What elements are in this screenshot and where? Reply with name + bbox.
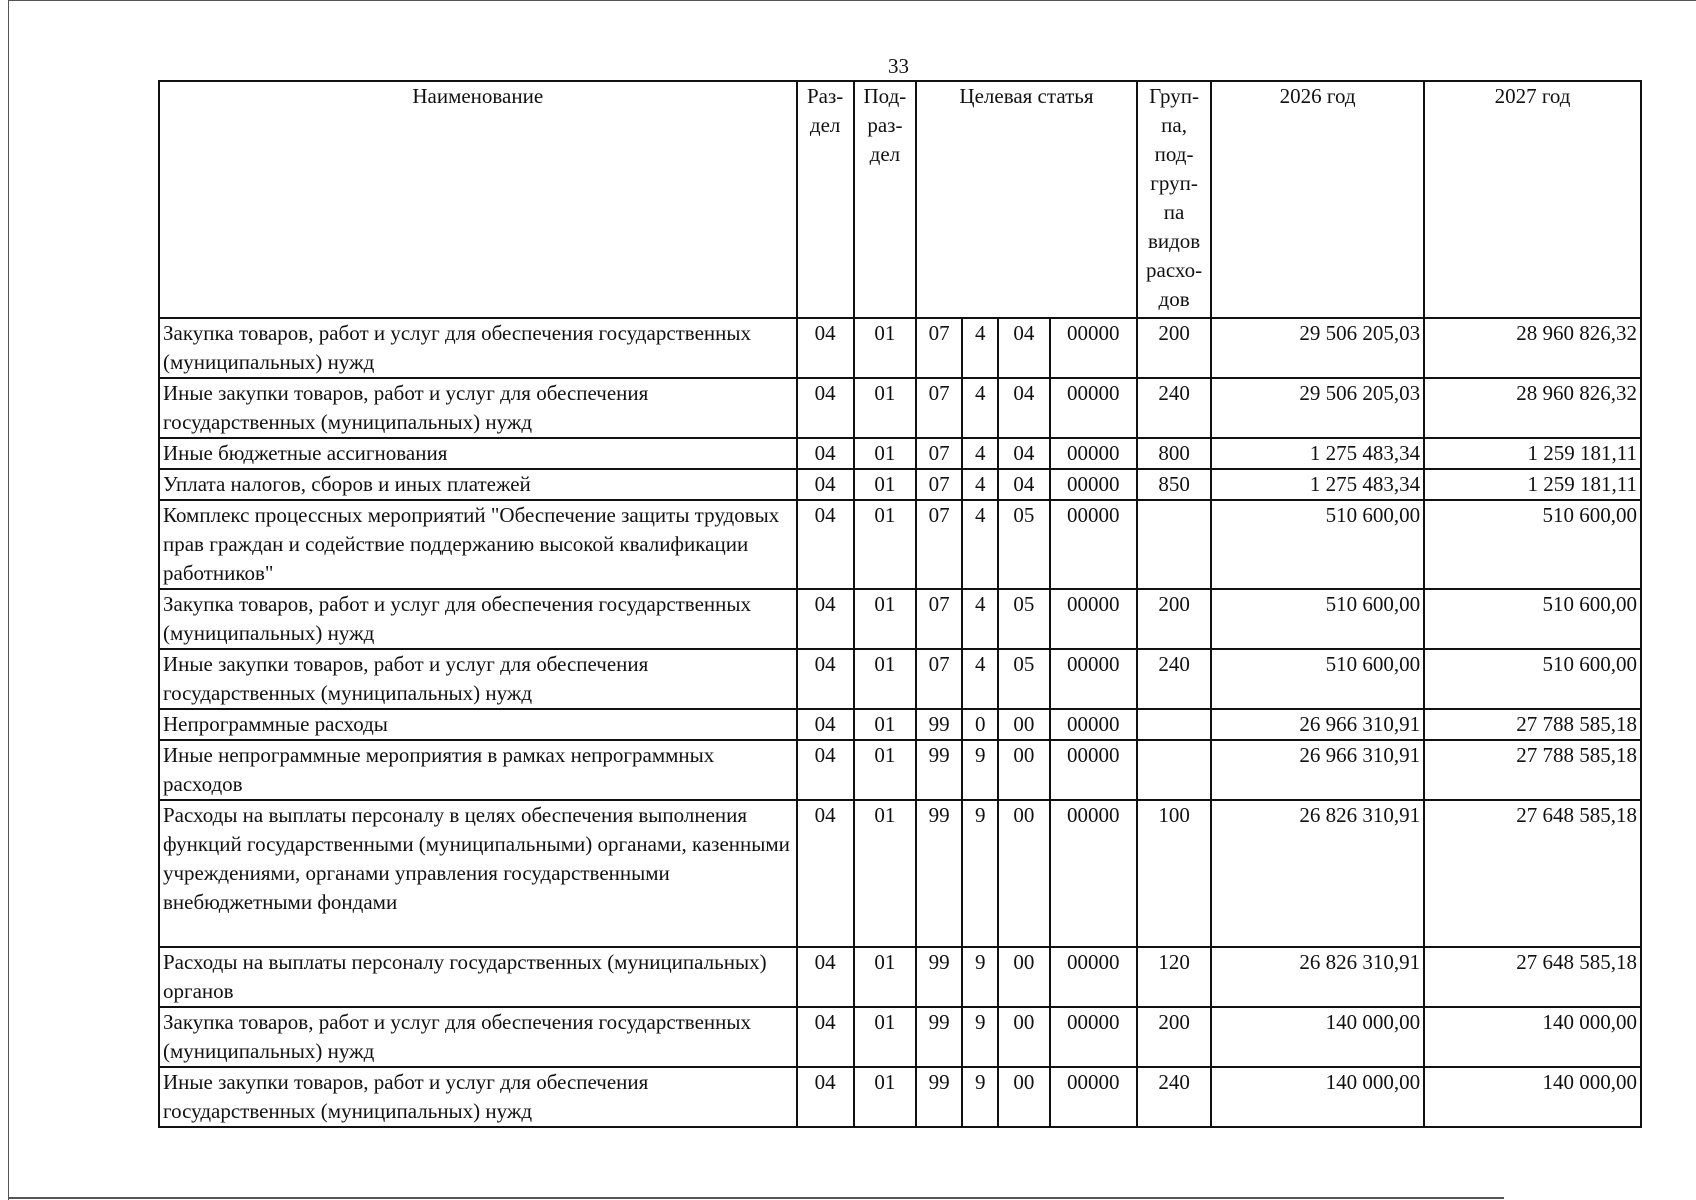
cell-expense-group: 800 [1137,438,1211,469]
cell-podrazdel: 01 [854,500,916,589]
cell-amount-2027: 27 648 585,18 [1424,800,1641,947]
cell-name: Иные закупки товаров, работ и услуг для обеспечения государственных (муниципальных) нужд [159,1067,797,1127]
cell-expense-group: 240 [1137,1067,1211,1127]
cell-expense-group: 850 [1137,469,1211,500]
cell-target-direction: 00000 [1050,469,1137,500]
cell-target-direction: 00000 [1050,649,1137,709]
cell-amount-2027: 1 259 181,11 [1424,438,1641,469]
cell-amount-2026: 140 000,00 [1211,1007,1424,1067]
cell-amount-2027: 1 259 181,11 [1424,469,1641,500]
cell-target-complex: 04 [998,318,1049,378]
cell-target-program: 07 [916,589,962,649]
header-gruppa-vidov-rashodov: Груп- па, под- груп- па видов расхо- дов [1137,81,1211,318]
cell-target-direction: 00000 [1050,1067,1137,1127]
cell-amount-2026: 510 600,00 [1211,589,1424,649]
cell-expense-group: 120 [1137,947,1211,1007]
cell-target-type: 4 [962,318,998,378]
cell-podrazdel: 01 [854,318,916,378]
header-year-2026: 2026 год [1211,81,1424,318]
cell-name: Комплекс процессных мероприятий "Обеспечение защиты трудовых прав граждан и содействие поддержанию высокой квалификации работников" [159,500,797,589]
cell-amount-2026: 26 826 310,91 [1211,947,1424,1007]
cell-amount-2027: 510 600,00 [1424,589,1641,649]
cell-target-program: 07 [916,318,962,378]
cell-amount-2026: 1 275 483,34 [1211,469,1424,500]
cell-razdel: 04 [797,1007,854,1067]
cell-target-type: 4 [962,589,998,649]
cell-amount-2027: 140 000,00 [1424,1067,1641,1127]
cell-target-direction: 00000 [1050,709,1137,740]
cell-target-type: 9 [962,800,998,947]
cell-razdel: 04 [797,438,854,469]
cell-amount-2027: 27 788 585,18 [1424,740,1641,800]
cell-podrazdel: 01 [854,740,916,800]
cell-amount-2026: 140 000,00 [1211,1067,1424,1127]
cell-expense-group: 240 [1137,378,1211,438]
cell-razdel: 04 [797,589,854,649]
cell-podrazdel: 01 [854,1067,916,1127]
cell-razdel: 04 [797,469,854,500]
cell-target-complex: 00 [998,740,1049,800]
cell-razdel: 04 [797,1067,854,1127]
cell-target-type: 0 [962,709,998,740]
table-row [159,589,1641,649]
cell-name: Иные бюджетные ассигнования [159,438,797,469]
cell-target-program: 07 [916,469,962,500]
cell-target-direction: 00000 [1050,947,1137,1007]
cell-amount-2027: 510 600,00 [1424,500,1641,589]
cell-target-complex: 05 [998,589,1049,649]
cell-target-complex: 00 [998,947,1049,1007]
cell-target-direction: 00000 [1050,500,1137,589]
cell-target-type: 4 [962,649,998,709]
cell-target-direction: 00000 [1050,318,1137,378]
cell-target-complex: 04 [998,378,1049,438]
cell-amount-2026: 26 966 310,91 [1211,740,1424,800]
cell-amount-2027: 140 000,00 [1424,1007,1641,1067]
table-row [159,438,1641,469]
cell-target-complex: 04 [998,438,1049,469]
cell-target-program: 99 [916,1067,962,1127]
header-razdel: Раз- дел [797,81,854,318]
cell-target-type: 4 [962,500,998,589]
cell-expense-group [1137,740,1211,800]
cell-podrazdel: 01 [854,589,916,649]
scan-border-top [8,0,1696,1]
header-podrazdel: Под- раз- дел [854,81,916,318]
cell-target-program: 07 [916,378,962,438]
cell-target-program: 07 [916,500,962,589]
cell-target-direction: 00000 [1050,438,1137,469]
cell-amount-2026: 26 966 310,91 [1211,709,1424,740]
cell-name: Закупка товаров, работ и услуг для обеспечения государственных (муниципальных) нужд [159,589,797,649]
cell-expense-group [1137,709,1211,740]
cell-target-complex: 04 [998,469,1049,500]
table-row [159,500,1641,589]
table-body [159,318,1641,1127]
scan-border-bottom [8,1197,1504,1199]
cell-name: Уплата налогов, сборов и иных платежей [159,469,797,500]
cell-expense-group: 240 [1137,649,1211,709]
cell-target-type: 4 [962,438,998,469]
cell-razdel: 04 [797,649,854,709]
cell-razdel: 04 [797,378,854,438]
cell-razdel: 04 [797,318,854,378]
cell-name: Расходы на выплаты персоналу государственных (муниципальных) органов [159,947,797,1007]
cell-expense-group: 200 [1137,589,1211,649]
cell-target-complex: 00 [998,709,1049,740]
table-row [159,800,1641,947]
cell-razdel: 04 [797,709,854,740]
cell-amount-2026: 29 506 205,03 [1211,318,1424,378]
cell-target-direction: 00000 [1050,589,1137,649]
cell-amount-2026: 29 506 205,03 [1211,378,1424,438]
cell-podrazdel: 01 [854,1007,916,1067]
cell-expense-group [1137,500,1211,589]
cell-target-complex: 05 [998,500,1049,589]
cell-target-direction: 00000 [1050,378,1137,438]
cell-target-type: 9 [962,1067,998,1127]
cell-target-program: 99 [916,800,962,947]
cell-razdel: 04 [797,500,854,589]
cell-amount-2027: 27 788 585,18 [1424,709,1641,740]
table-row [159,740,1641,800]
cell-amount-2026: 26 826 310,91 [1211,800,1424,947]
cell-amount-2026: 510 600,00 [1211,500,1424,589]
scan-border-left [8,0,9,1200]
table-row [159,318,1641,378]
cell-target-type: 9 [962,740,998,800]
cell-name: Закупка товаров, работ и услуг для обеспечения государственных (муниципальных) нужд [159,318,797,378]
cell-target-type: 9 [962,1007,998,1067]
cell-name: Иные непрограммные мероприятия в рамках непрограммных расходов [159,740,797,800]
cell-target-complex: 00 [998,1067,1049,1127]
header-year-2027: 2027 год [1424,81,1641,318]
cell-expense-group: 100 [1137,800,1211,947]
cell-name: Непрограммные расходы [159,709,797,740]
table-row [159,947,1641,1007]
cell-name: Закупка товаров, работ и услуг для обеспечения государственных (муниципальных) нужд [159,1007,797,1067]
cell-target-complex: 00 [998,1007,1049,1067]
cell-target-program: 99 [916,740,962,800]
cell-podrazdel: 01 [854,947,916,1007]
cell-podrazdel: 01 [854,800,916,947]
header-name: Наименование [159,81,797,318]
table-row [159,709,1641,740]
cell-target-type: 4 [962,378,998,438]
table-row [159,1007,1641,1067]
table-row [159,469,1641,500]
header-tselevaya-statya: Целевая статья [916,81,1137,318]
cell-target-direction: 00000 [1050,740,1137,800]
cell-target-direction: 00000 [1050,1007,1137,1067]
table-row [159,1067,1641,1127]
cell-amount-2026: 510 600,00 [1211,649,1424,709]
cell-target-program: 99 [916,947,962,1007]
cell-podrazdel: 01 [854,378,916,438]
cell-target-program: 99 [916,1007,962,1067]
cell-amount-2027: 27 648 585,18 [1424,947,1641,1007]
cell-name: Иные закупки товаров, работ и услуг для обеспечения государственных (муниципальных) нужд [159,649,797,709]
cell-amount-2027: 28 960 826,32 [1424,378,1641,438]
cell-target-complex: 05 [998,649,1049,709]
cell-razdel: 04 [797,740,854,800]
cell-amount-2027: 28 960 826,32 [1424,318,1641,378]
table-row [159,649,1641,709]
cell-expense-group: 200 [1137,1007,1211,1067]
page-number: 33 [888,54,909,78]
cell-name: Расходы на выплаты персоналу в целях обеспечения выполнения функций государственными (муниципальными) органами, казенными учреждениями, органами управления государственными внебюджетными фондами [159,800,797,947]
cell-amount-2026: 1 275 483,34 [1211,438,1424,469]
cell-target-program: 99 [916,709,962,740]
cell-target-direction: 00000 [1050,800,1137,947]
cell-target-complex: 00 [998,800,1049,947]
cell-podrazdel: 01 [854,438,916,469]
cell-podrazdel: 01 [854,469,916,500]
cell-target-type: 4 [962,469,998,500]
table-row [159,378,1641,438]
cell-amount-2027: 510 600,00 [1424,649,1641,709]
cell-expense-group: 200 [1137,318,1211,378]
cell-podrazdel: 01 [854,709,916,740]
header-row [159,81,1641,318]
cell-target-type: 9 [962,947,998,1007]
cell-razdel: 04 [797,947,854,1007]
cell-target-program: 07 [916,649,962,709]
cell-target-program: 07 [916,438,962,469]
budget-table [158,80,1642,1128]
cell-podrazdel: 01 [854,649,916,709]
cell-razdel: 04 [797,800,854,947]
cell-name: Иные закупки товаров, работ и услуг для обеспечения государственных (муниципальных) нужд [159,378,797,438]
